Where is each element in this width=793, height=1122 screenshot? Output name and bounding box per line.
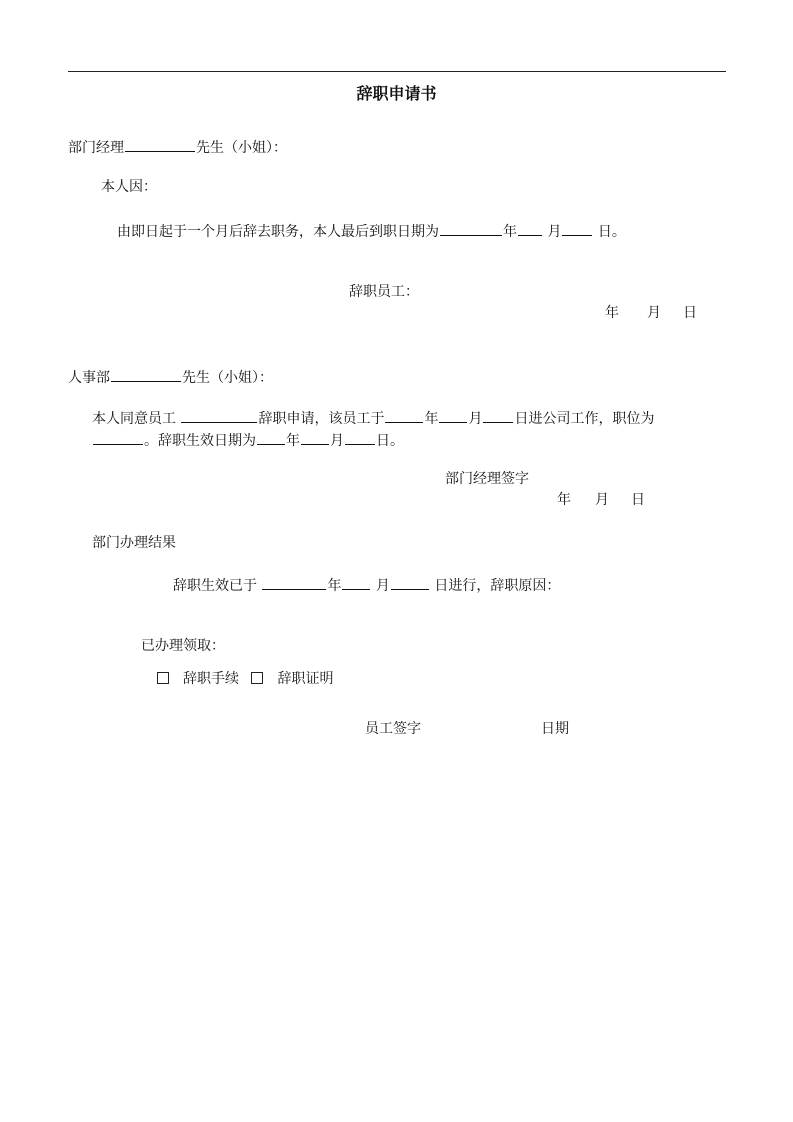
- join-month-label: 月: [468, 411, 483, 427]
- document-title: 辞职申请书: [356, 84, 437, 103]
- join-year-field[interactable]: [385, 408, 423, 423]
- effective-month-field[interactable]: [301, 430, 329, 445]
- employee-sign-year: 年: [605, 305, 619, 321]
- year-label: 年: [503, 224, 517, 240]
- approval-line-1: [92, 408, 654, 428]
- effective-year-label: 年: [286, 433, 300, 449]
- effective-year-field[interactable]: [257, 430, 285, 445]
- reason-label: 本人因：: [101, 179, 157, 195]
- hr-greeting-suffix: 先生（小姐）：: [182, 370, 273, 386]
- manager-sign-year: 年: [557, 492, 571, 508]
- month-label: 月: [547, 224, 562, 240]
- result-year-field[interactable]: [262, 575, 326, 590]
- manager-greeting-suffix: 先生（小姐）：: [196, 140, 287, 156]
- join-month-field[interactable]: [439, 408, 467, 423]
- approved-employee-field[interactable]: [181, 408, 257, 423]
- top-rule: [68, 71, 726, 72]
- approval-text-b: 辞职申请，该员工于: [258, 411, 385, 427]
- manager-name-field[interactable]: [125, 137, 195, 152]
- result-month-label: 月: [375, 578, 390, 594]
- handled-options: [157, 670, 333, 688]
- last-day-day-field[interactable]: [562, 221, 592, 236]
- day-label: 日。: [597, 224, 626, 240]
- manager-signature-label: 部门经理签字: [445, 471, 529, 487]
- manager-sign-day: 日: [631, 492, 645, 508]
- employee-sign-month: 月: [647, 305, 661, 321]
- join-year-label: 年: [424, 411, 439, 427]
- last-day-month-field[interactable]: [518, 221, 542, 236]
- resign-sentence-text: 由即日起于一个月后辞去职务，本人最后到职日期为: [117, 224, 439, 240]
- employee-signature-label: 辞职员工：: [349, 284, 419, 300]
- approval-text-effective: 。辞职生效日期为: [144, 433, 256, 449]
- join-day-field[interactable]: [483, 408, 513, 423]
- resign-certificate-label: 辞职证明: [277, 671, 334, 687]
- effective-day-label: 日。: [376, 433, 404, 449]
- hr-greeting-prefix: 人事部: [68, 370, 110, 386]
- resign-sentence: [117, 221, 626, 241]
- hr-name-field[interactable]: [111, 367, 181, 382]
- manager-sign-month: 月: [595, 492, 609, 508]
- resign-procedure-checkbox[interactable]: [157, 672, 169, 684]
- handled-label: 已办理领取：: [141, 638, 225, 654]
- dept-result-label: 部门办理结果: [92, 535, 176, 551]
- effective-prefix: 辞职生效已于: [173, 578, 257, 594]
- employee-sign-day: 日: [683, 305, 697, 321]
- effective-month-label: 月: [330, 433, 344, 449]
- approval-text-a: 本人同意员工: [92, 411, 176, 427]
- hr-greeting: [68, 367, 273, 387]
- last-day-year-field[interactable]: [440, 221, 502, 236]
- result-month-field[interactable]: [342, 575, 370, 590]
- employee-sign-footer: 员工签字: [365, 721, 421, 737]
- manager-greeting: [68, 137, 287, 157]
- manager-sign-date: [557, 491, 645, 509]
- manager-greeting-prefix: 部门经理: [68, 140, 124, 156]
- dept-result-line: [173, 575, 560, 595]
- result-day-suffix: 日进行，辞职原因：: [434, 578, 561, 594]
- date-footer: 日期: [541, 721, 569, 737]
- result-day-field[interactable]: [391, 575, 429, 590]
- result-year-label: 年: [327, 578, 342, 594]
- approval-text-c: 日进公司工作，职位为: [514, 411, 655, 427]
- position-field[interactable]: [93, 430, 143, 445]
- employee-sign-date: [605, 304, 697, 322]
- resign-certificate-checkbox[interactable]: [251, 672, 263, 684]
- resign-procedure-label: 辞职手续: [183, 671, 239, 687]
- approval-line-2: [92, 430, 404, 450]
- effective-day-field[interactable]: [345, 430, 375, 445]
